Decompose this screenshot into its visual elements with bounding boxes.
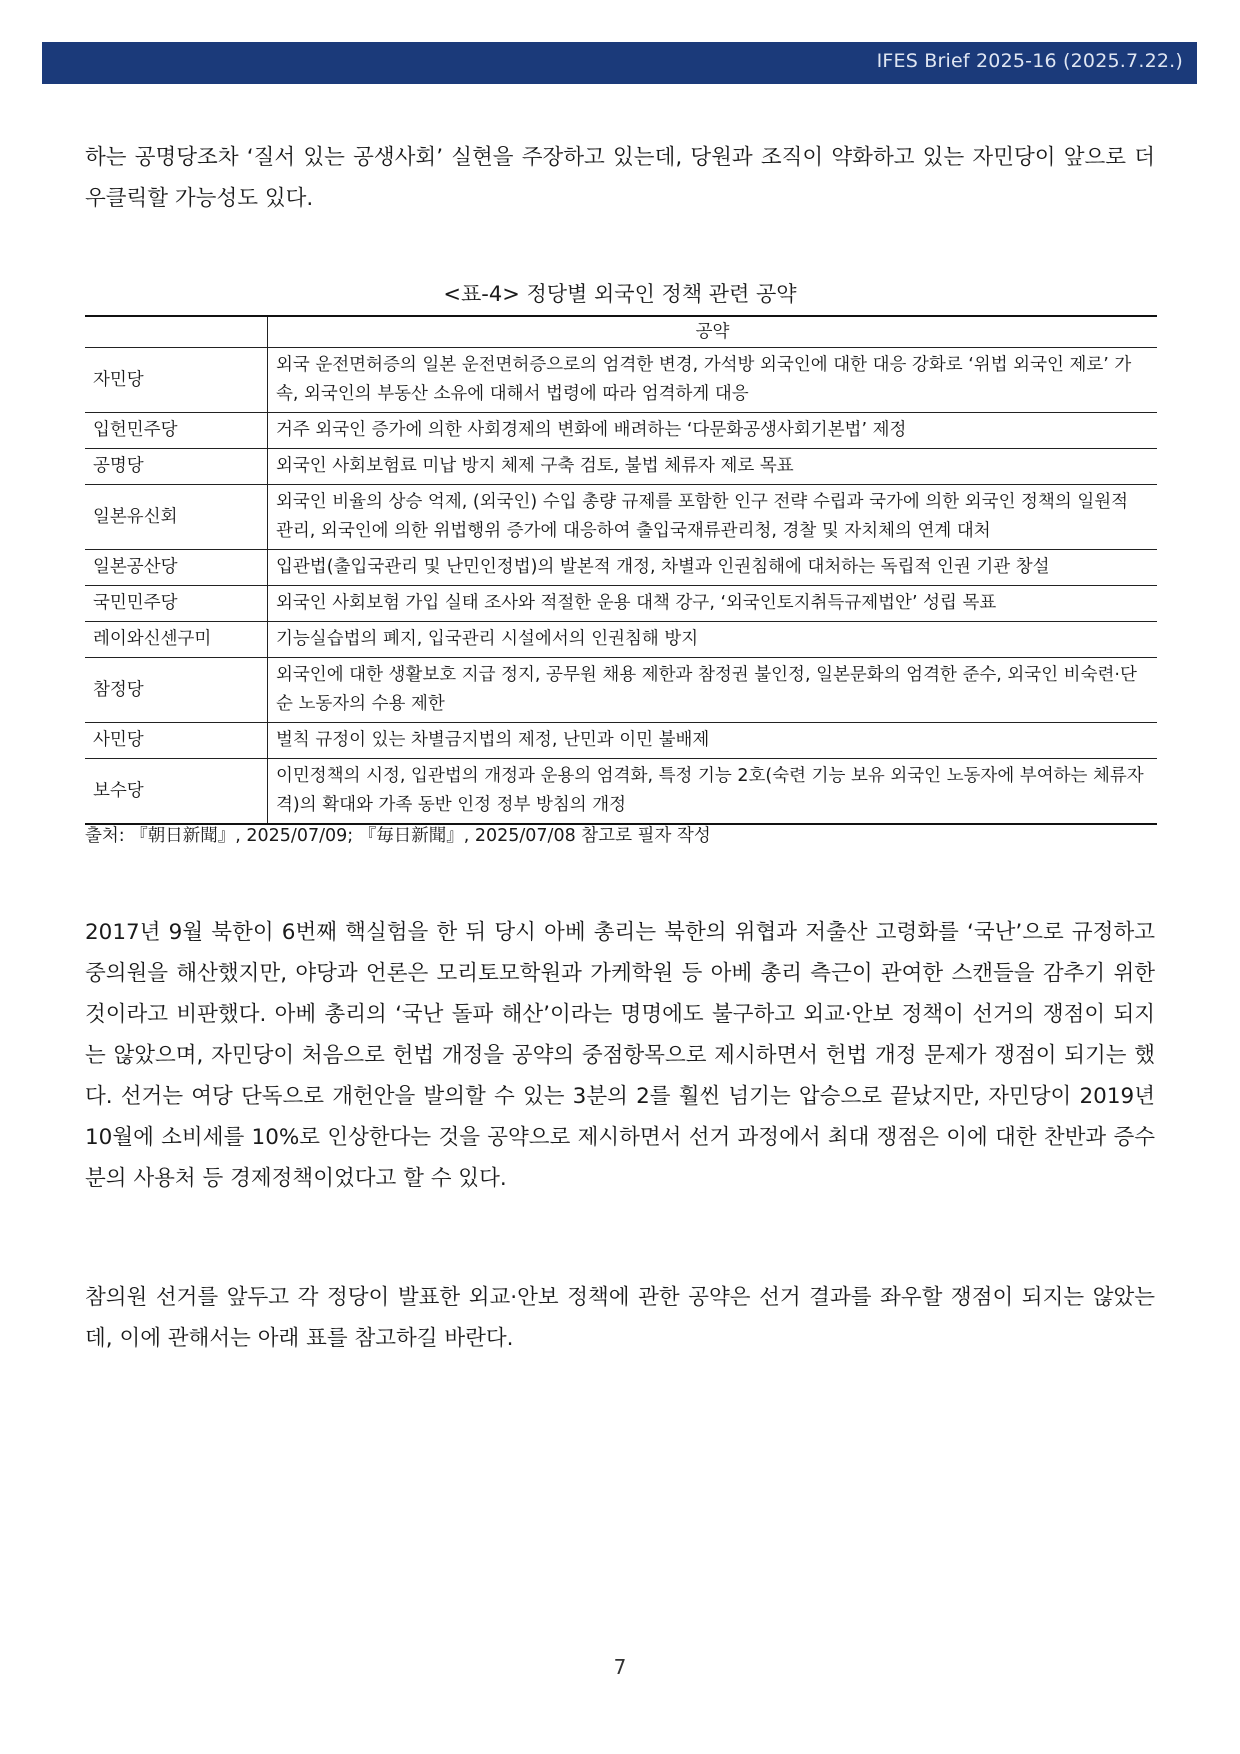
party-pledge: 기능실습법의 폐지, 입국관리 시설에서의 인권침해 방지 [268,622,1158,658]
table-source: 출처: 『朝日新聞』, 2025/07/09; 『毎日新聞』, 2025/07/08 참고로 필자 작성 [85,826,711,846]
party-name: 사민당 [85,723,268,759]
party-name: 일본공산당 [85,550,268,586]
table-header-pledge: 공약 [268,316,1158,348]
party-name: 입헌민주당 [85,413,268,449]
party-name: 보수당 [85,759,268,825]
party-name: 자민당 [85,348,268,413]
body-paragraph-2: 2017년 9월 북한이 6번째 핵실험을 한 뒤 당시 아베 총리는 북한의 위협과 저출산 고령화를 ‘국난’으로 규정하고 중의원을 해산했지만, 야당과 언론은 모리토모학원과 가케학원 등 아베 총리 측근이 관여한 스캔들을 감추기 위한 것이라고 비판했다. 아베 총리의 ‘국난 돌파 해산’이라는 명명에도 불구하고 외교·안보 정책이 선거의 쟁점이 되지는 않았으며, 자민당이 처음으로 헌법 개정을 공약의 중점항목으로 제시하면서 헌법 개정 문제가 쟁점이 되기는 했다. 선거는 여당 단독으로 개헌안을 발의할 수 있는 3분의 2를 훨씬 넘기는 압승으로 끝났지만, 자민당이 2019년 10월에 소비세를 10%로 인상한다는 것을 공약으로 제시하면서 선거 과정에서 최대 쟁점은 이에 대한 찬반과 증수분의 사용처 등 경제정책이었다고 할 수 있다. [85,920,1155,1191]
table-row [85,550,1157,586]
party-pledge: 외국 운전면허증의 일본 운전면허증으로의 엄격한 변경, 가석방 외국인에 대한 대응 강화로 ‘위법 외국인 제로’ 가속, 외국인의 부동산 소유에 대해서 법령에 따라 엄격하게 대응 [268,348,1158,413]
party-name: 일본유신회 [85,485,268,550]
table-row [85,485,1157,550]
party-pledge: 외국인에 대한 생활보호 지급 정지, 공무원 채용 제한과 참정권 불인정, 일본문화의 엄격한 준수, 외국인 비숙련·단순 노동자의 수용 제한 [268,658,1158,723]
header-title: IFES Brief 2025-16 (2025.7.22.) [876,50,1183,72]
party-pledge: 외국인 사회보험료 미납 방지 체제 구축 검토, 불법 체류자 제로 목표 [268,449,1158,485]
table-row [85,723,1157,759]
table-header-row [85,316,1157,348]
party-pledge: 벌칙 규정이 있는 차별금지법의 제정, 난민과 이민 불배제 [268,723,1158,759]
party-name: 참정당 [85,658,268,723]
table-row [85,586,1157,622]
party-pledge: 외국인 비율의 상승 억제, (외국인) 수입 총량 규제를 포함한 인구 전략 수립과 국가에 의한 외국인 정책의 일원적 관리, 외국인에 의한 위법행위 증가에 대응하여 출입국재류관리청, 경찰 및 자치체의 연계 대처 [268,485,1158,550]
body-paragraph-3: 참의원 선거를 앞두고 각 정당이 발표한 외교·안보 정책에 관한 공약은 선거 결과를 좌우할 쟁점이 되지는 않았는데, 이에 관해서는 아래 표를 참고하길 바란다. [85,1285,1155,1351]
party-pledge: 외국인 사회보험 가입 실태 조사와 적절한 운용 대책 강구, ‘외국인토지취득규제법안’ 성립 목표 [268,586,1158,622]
table-row [85,413,1157,449]
table-caption: <표-4> 정당별 외국인 정책 관련 공약 [443,282,797,306]
table-row [85,622,1157,658]
party-name: 레이와신센구미 [85,622,268,658]
table-row [85,348,1157,413]
party-pledge: 이민정책의 시정, 입관법의 개정과 운용의 엄격화, 특정 기능 2호(숙련 기능 보유 외국인 노동자에 부여하는 체류자격)의 확대와 가족 동반 인정 정부 방침의 개정 [268,759,1158,825]
party-pledge: 입관법(출입국관리 및 난민인정법)의 발본적 개정, 차별과 인권침해에 대처하는 독립적 인권 기관 창설 [268,550,1158,586]
policy-table [85,315,1157,825]
party-name: 국민민주당 [85,586,268,622]
table-row [85,449,1157,485]
body-paragraph-1: 하는 공명당조차 ‘질서 있는 공생사회’ 실현을 주장하고 있는데, 당원과 조직이 약화하고 있는 자민당이 앞으로 더 우클릭할 가능성도 있다. [85,145,1155,211]
page-number: 7 [613,1655,627,1679]
table-header-party [85,316,268,348]
party-pledge: 거주 외국인 증가에 의한 사회경제의 변화에 배려하는 ‘다문화공생사회기본법’ 제정 [268,413,1158,449]
party-name: 공명당 [85,449,268,485]
header-bar [42,42,1197,84]
table-row [85,759,1157,825]
table-row [85,658,1157,723]
